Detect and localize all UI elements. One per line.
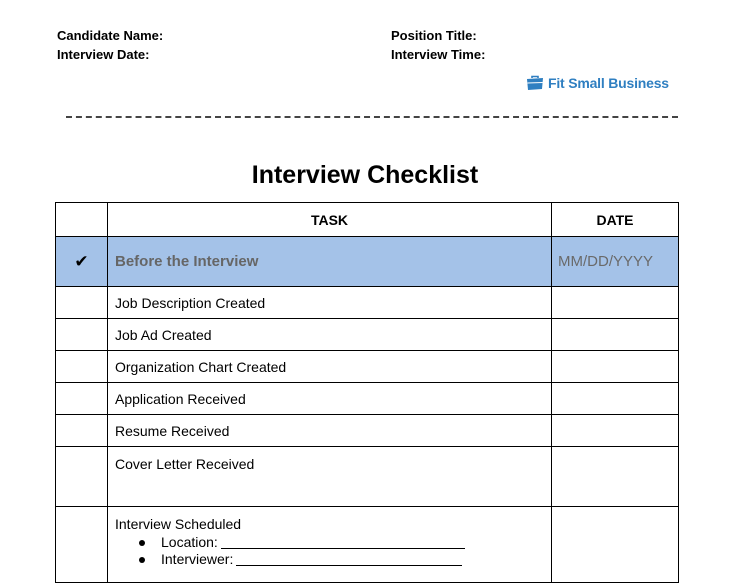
check-cell[interactable] [56, 287, 108, 319]
table-row [56, 319, 679, 351]
table-header-row [56, 203, 679, 237]
check-cell[interactable] [56, 319, 108, 351]
section-task-cell: Before the Interview [108, 237, 552, 287]
interviewer-label: Interviewer: [161, 551, 234, 567]
table-row-interview-scheduled [56, 507, 679, 583]
date-cell[interactable] [552, 507, 679, 583]
task-cell [108, 507, 552, 583]
date-cell[interactable] [552, 415, 679, 447]
header-left [57, 26, 163, 64]
brand-logo [526, 75, 669, 91]
table-row [56, 383, 679, 415]
task-cell: Organization Chart Created [108, 351, 552, 383]
list-item [115, 534, 551, 551]
check-cell[interactable] [56, 447, 108, 507]
list-item [115, 551, 551, 568]
candidate-name-label: Candidate Name: [57, 28, 164, 43]
date-cell[interactable] [552, 383, 679, 415]
check-cell[interactable] [56, 351, 108, 383]
date-cell[interactable] [552, 287, 679, 319]
scheduled-details-list [115, 534, 551, 568]
bullet-icon [139, 540, 145, 546]
check-cell[interactable] [56, 415, 108, 447]
task-cell: Cover Letter Received [108, 447, 552, 507]
table-row [56, 415, 679, 447]
task-cell: Application Received [108, 383, 552, 415]
check-cell[interactable] [56, 507, 108, 583]
date-cell[interactable] [552, 351, 679, 383]
table-row [56, 351, 679, 383]
section-date-cell[interactable]: MM/DD/YYYY [552, 237, 679, 287]
logo-text: Fit Small Business [548, 75, 669, 91]
page-title: Interview Checklist [251, 161, 479, 189]
bullet-icon [139, 557, 145, 563]
briefcase-icon [526, 75, 544, 91]
date-cell[interactable] [552, 447, 679, 507]
interviewer-blank-line[interactable] [236, 553, 462, 566]
header-right [391, 26, 485, 64]
date-column-header: DATE [552, 203, 679, 237]
checkmark-icon[interactable]: ✔ [56, 237, 108, 287]
task-cell: Job Description Created [108, 287, 552, 319]
task-column-header: TASK [108, 203, 552, 237]
check-column-header [56, 203, 108, 237]
position-title-label: Position Title: [391, 28, 477, 43]
scheduled-task-label: Interview Scheduled [115, 516, 242, 532]
date-cell[interactable] [552, 319, 679, 351]
divider [66, 116, 678, 118]
check-cell[interactable] [56, 383, 108, 415]
task-cell: Resume Received [108, 415, 552, 447]
interview-time-label: Interview Time: [391, 47, 486, 62]
location-label: Location: [161, 534, 218, 550]
interview-date-label: Interview Date: [57, 47, 150, 62]
table-row [56, 447, 679, 507]
task-cell: Job Ad Created [108, 319, 552, 351]
table-row [56, 287, 679, 319]
location-blank-line[interactable] [221, 536, 465, 549]
checklist-table [55, 202, 679, 583]
section-row-before-interview [56, 237, 679, 287]
